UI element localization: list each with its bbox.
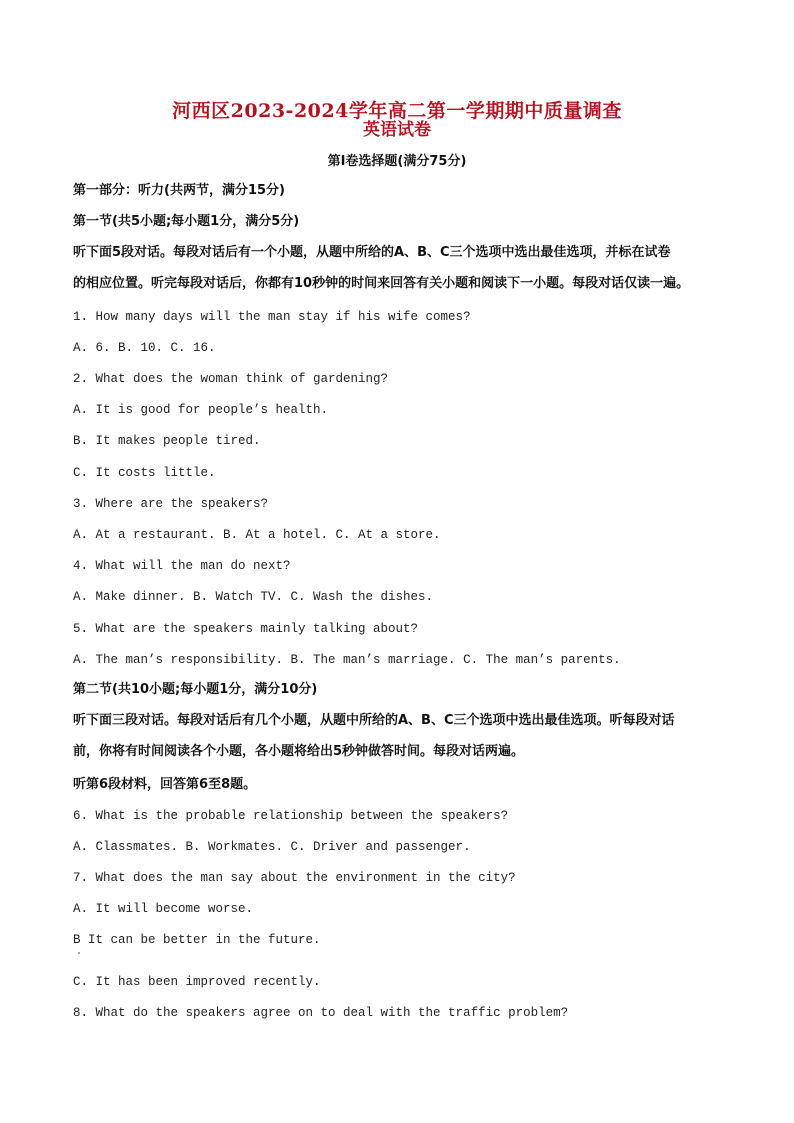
question-2-option-c: C. It costs little.	[73, 466, 216, 480]
question-6-options: A. Classmates. B. Workmates. C. Driver and passenger.	[73, 840, 471, 854]
question-5-options: A. The man’s responsibility. B. The man’s marriage. C. The man’s parents.	[73, 653, 621, 667]
sec1-instructions-line2: 的相应位置。听完每段对话后，你都有10秒钟的时间来回答有关小题和阅读下一小题。每段对话仅读一遍。	[73, 276, 690, 291]
question-7-option-a: A. It will become worse.	[73, 902, 254, 916]
part1-heading: 第一部分：听力(共两节，满分15分)	[73, 183, 285, 198]
section-heading: 第Ⅰ卷选择题(满分75分)	[327, 154, 467, 169]
question-6: 6. What is the probable relationship between the speakers?	[73, 809, 509, 823]
question-7-option-c: C. It has been improved recently.	[73, 975, 321, 989]
question-8: 8. What do the speakers agree on to deal with the traffic problem?	[73, 1006, 569, 1020]
question-7: 7. What does the man say about the environment in the city?	[73, 871, 516, 885]
question-5: 5. What are the speakers mainly talking about?	[73, 622, 419, 636]
material-6-heading: 听第6段材料，回答第6至8题。	[73, 777, 257, 792]
sec2-heading: 第二节(共10小题;每小题1分，满分10分)	[73, 682, 318, 697]
question-3: 3. Where are the speakers?	[73, 497, 269, 511]
question-2: 2. What does the woman think of gardening?	[73, 372, 389, 386]
exam-title: 河西区2023-2024学年高二第一学期期中质量调查	[172, 100, 622, 122]
sec2-instructions-line2: 前，你将有时间阅读各个小题，各小题将给出5秒钟做答时间。每段对话两遍。	[73, 744, 525, 759]
sec2-instructions-line1: 听下面三段对话。每段对话后有几个小题，从题中所给的A、B、C三个选项中选出最佳选项。听每段对话	[73, 713, 675, 728]
question-1-options: A. 6. B. 10. C. 16.	[73, 341, 216, 355]
question-7-option-b: B It can be better in the future.	[73, 933, 321, 947]
question-2-option-b: B. It makes people tired.	[73, 434, 261, 448]
question-1: 1. How many days will the man stay if his wife comes?	[73, 310, 471, 324]
question-4-options: A. Make dinner. B. Watch TV. C. Wash the dishes.	[73, 590, 434, 604]
scan-speck	[78, 952, 80, 954]
question-3-options: A. At a restaurant. B. At a hotel. C. At a store.	[73, 528, 441, 542]
sec1-instructions-line1: 听下面5段对话。每段对话后有一个小题，从题中所给的A、B、C三个选项中选出最佳选项，并标在试卷	[73, 245, 671, 260]
question-2-option-a: A. It is good for people’s health.	[73, 403, 329, 417]
sec1-heading: 第一节(共5小题;每小题1分，满分5分)	[73, 214, 300, 229]
question-4: 4. What will the man do next?	[73, 559, 291, 573]
exam-subtitle: 英语试卷	[363, 120, 431, 140]
